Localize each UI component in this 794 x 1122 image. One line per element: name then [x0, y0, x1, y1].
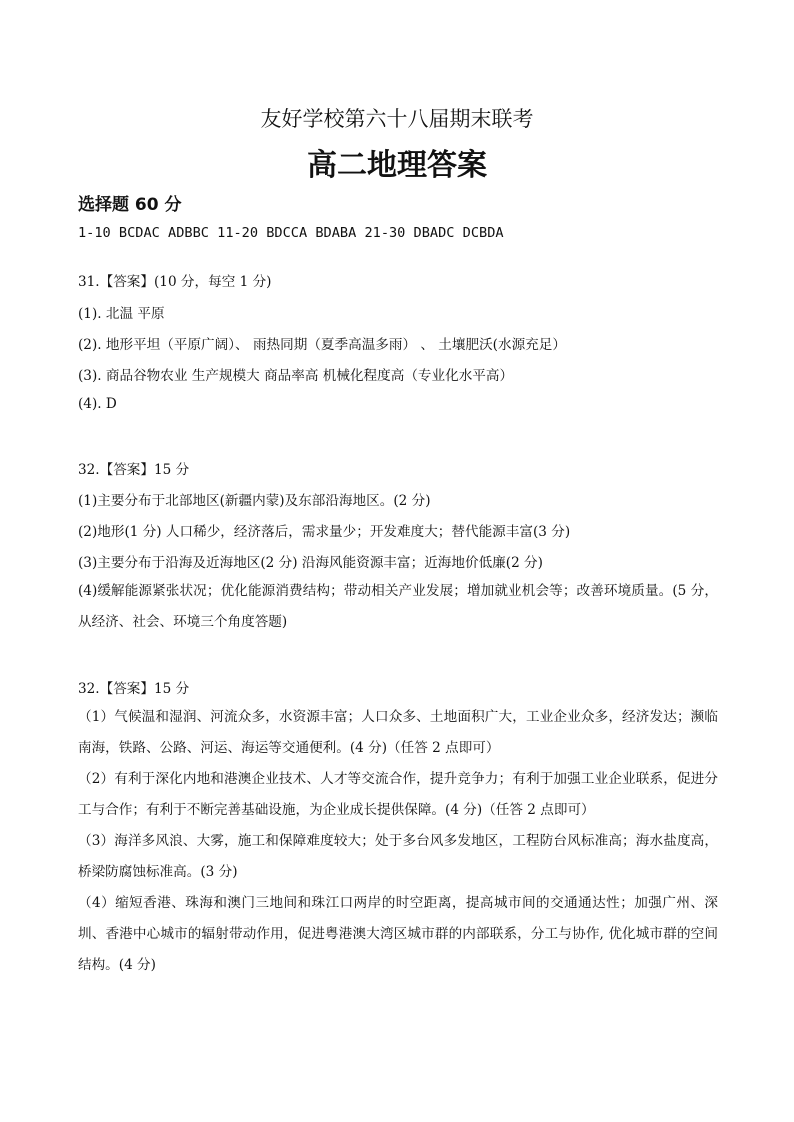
q31-answer-1: (1). 北温 平原 [78, 306, 165, 322]
q32b-heading: 32.【答案】15 分 [78, 681, 190, 697]
page-title: 高二地理答案 [307, 148, 487, 183]
q32b-answer-3: （3）海洋多风浪、大雾，施工和保障难度较大；处于多台风多发地区，工程防台风标准高；海水盐度高，桥梁防腐蚀标准高。(3 分) [78, 833, 718, 880]
choice-heading: 选择题 60 分 [78, 195, 182, 215]
q32b-answer-4: （4）缩短香港、珠海和澳门三地间和珠江口两岸的时空距离，提高城市间的交通通达性；加强广州、深圳、香港中心城市的辐射带动作用，促进粤港澳大湾区城市群的内部联系，分工与协作, 优化城市群的空间结构。(4 分) [78, 895, 718, 973]
q32a-answer-3: (3)主要分布于沿海及近海地区(2 分) 沿海风能资源丰富；近海地价低廉(2 分) [78, 555, 543, 571]
choice-answers: 1-10 BCDAC ADBBC 11-20 BDCCA BDABA 21-30 DBADC DCBDA [78, 225, 504, 241]
q32a-answer-1: (1)主要分布于北部地区(新疆内蒙)及东部沿海地区。(2 分) [78, 493, 431, 509]
q31-answer-2: (2). 地形平坦（平原广阔）、 雨热同期（夏季高温多雨） 、 土壤肥沃(水源充足） [78, 337, 566, 353]
exam-subtitle: 友好学校第六十八届期末联考 [260, 107, 534, 131]
q32b-answer-1: （1）气候温和湿润、河流众多，水资源丰富；人口众多、土地面积广大，工业企业众多，经济发达；濒临南海，铁路、公路、河运、海运等交通便利。(4 分)（任答 2 点即可） [78, 709, 718, 756]
q31-answer-3: (3). 商品谷物农业 生产规模大 商品率高 机械化程度高（专业化水平高） [78, 368, 514, 384]
q31-answer-4: (4). D [78, 396, 117, 412]
q32b-answer-2: （2）有利于深化内地和港澳企业技术、人才等交流合作，提升竞争力；有利于加强工业企业联系，促进分工与合作；有利于不断完善基础设施，为企业成长提供保障。(4 分)（任答 2 点即可） [78, 771, 718, 818]
q32a-answer-2: (2)地形(1 分) 人口稀少，经济落后，需求量少；开发难度大；替代能源丰富(3 分) [78, 524, 571, 540]
q32a-answer-4: (4)缓解能源紧张状况；优化能源消费结构；带动相关产业发展；增加就业机会等；改善环境质量。(5 分，从经济、社会、环境三个角度答题) [78, 583, 718, 630]
q31-heading: 31.【答案】(10 分，每空 1 分) [78, 274, 272, 290]
q32a-heading: 32.【答案】15 分 [78, 462, 190, 478]
